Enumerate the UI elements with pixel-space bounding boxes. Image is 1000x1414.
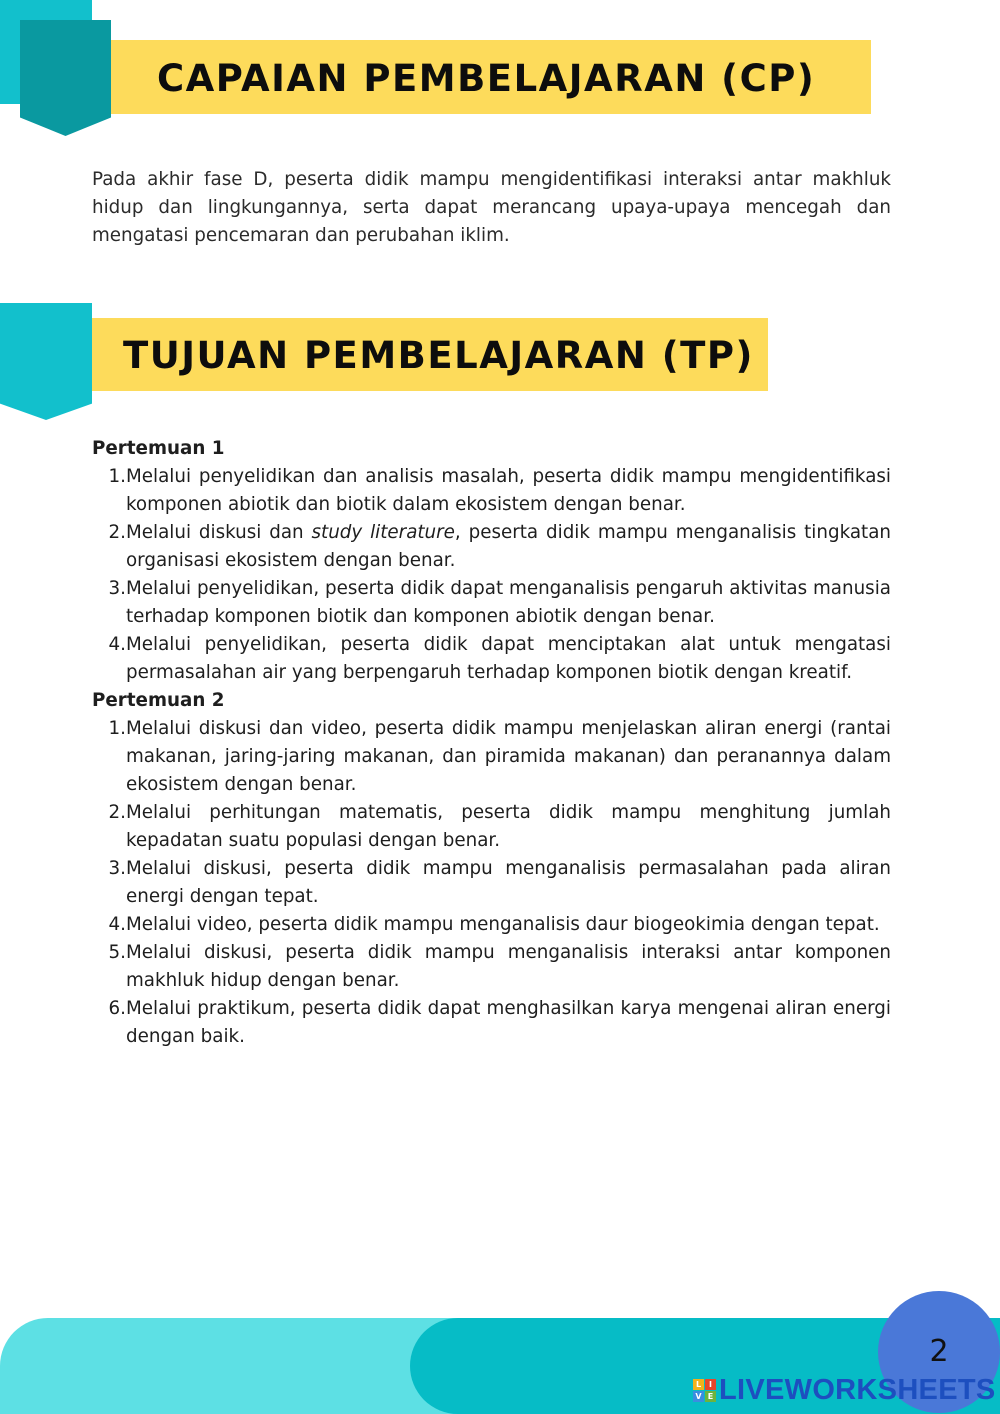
meeting-1-list	[92, 463, 891, 687]
liveworksheets-mark-icon	[693, 1379, 716, 1402]
list-item	[92, 575, 891, 631]
item-text: Melalui penyelidikan dan analisis masalah, peserta didik mampu mengidentifikasi komponen abiotik dan biotik dalam ekosistem dengan benar.	[126, 466, 891, 515]
meeting-title: Pertemuan 1	[92, 438, 225, 459]
tp-content	[92, 435, 891, 1051]
list-item	[92, 799, 891, 855]
list-item	[92, 911, 891, 939]
cp-title: CAPAIAN PEMBELAJARAN (CP)	[157, 57, 816, 100]
meeting-title: Pertemuan 2	[92, 690, 225, 711]
meeting-2-list	[92, 715, 891, 1051]
item-text: Melalui diskusi, peserta didik mampu menganalisis interaksi antar komponen makhluk hidup dengan benar.	[126, 942, 891, 991]
item-number: 6.	[108, 998, 126, 1019]
list-item	[92, 995, 891, 1051]
item-text	[126, 519, 891, 575]
item-number: 3.	[108, 578, 126, 599]
item-number: 4.	[108, 634, 126, 655]
item-number: 2.	[108, 522, 126, 543]
tp-ribbon-decoration	[0, 303, 92, 420]
item-text: Melalui penyelidikan, peserta didik dapat menciptakan alat untuk mengatasi permasalahan air yang berpengaruh terhadap komponen biotik dengan kreatif.	[126, 634, 891, 683]
item-text: Melalui praktikum, peserta didik dapat menghasilkan karya mengenai aliran energi dengan baik.	[126, 998, 891, 1047]
tp-title: TUJUAN PEMBELAJARAN (TP)	[123, 334, 754, 377]
list-item	[92, 519, 891, 575]
liveworksheets-brand: LIVEWORKSHEETS	[719, 1373, 996, 1406]
liveworksheets-logo[interactable]	[693, 1374, 996, 1406]
item-text-emphasis: study literature	[311, 522, 455, 543]
mark-letter: E	[705, 1391, 716, 1402]
mark-letter: L	[693, 1379, 704, 1390]
mark-letter: V	[693, 1391, 704, 1402]
list-item	[92, 939, 891, 995]
item-text: Melalui video, peserta didik mampu menganalisis daur biogeokimia dengan tepat.	[126, 914, 880, 935]
cp-description: Pada akhir fase D, peserta didik mampu mengidentifikasi interaksi antar makhluk hidup dan lingkungannya, serta dapat merancang upaya-upaya mencegah dan mengatasi pencemaran dan perubahan iklim.	[92, 169, 891, 246]
item-text: Melalui penyelidikan, peserta didik dapat menganalisis pengaruh aktivitas manusia terhadap komponen biotik dan komponen abiotik dengan benar.	[126, 578, 891, 627]
item-number: 1.	[108, 466, 126, 487]
list-item	[92, 855, 891, 911]
item-text: Melalui perhitungan matematis, peserta didik mampu menghitung jumlah kepadatan suatu populasi dengan benar.	[126, 802, 891, 851]
item-number: 1.	[108, 718, 126, 739]
mark-letter: I	[705, 1379, 716, 1390]
item-text-post: , peserta didik mampu menganalisis tingkatan organisasi ekosistem dengan benar.	[126, 522, 892, 571]
list-item	[92, 463, 891, 519]
list-item	[92, 631, 891, 687]
page-number: 2	[929, 1334, 949, 1369]
item-number: 5.	[108, 942, 126, 963]
item-number: 4.	[108, 914, 126, 935]
item-text: Melalui diskusi dan video, peserta didik mampu menjelaskan aliran energi (rantai makanan, jaring-jaring makanan, dan piramida makanan) dan peranannya dalam ekosistem dengan benar.	[126, 718, 891, 795]
item-number: 3.	[108, 858, 126, 879]
item-text-pre: Melalui diskusi dan	[126, 522, 312, 543]
cp-ribbon-decoration	[20, 20, 111, 136]
item-number: 2.	[108, 802, 126, 823]
item-text: Melalui diskusi, peserta didik mampu menganalisis permasalahan pada aliran energi dengan tepat.	[126, 858, 891, 907]
list-item	[92, 715, 891, 799]
